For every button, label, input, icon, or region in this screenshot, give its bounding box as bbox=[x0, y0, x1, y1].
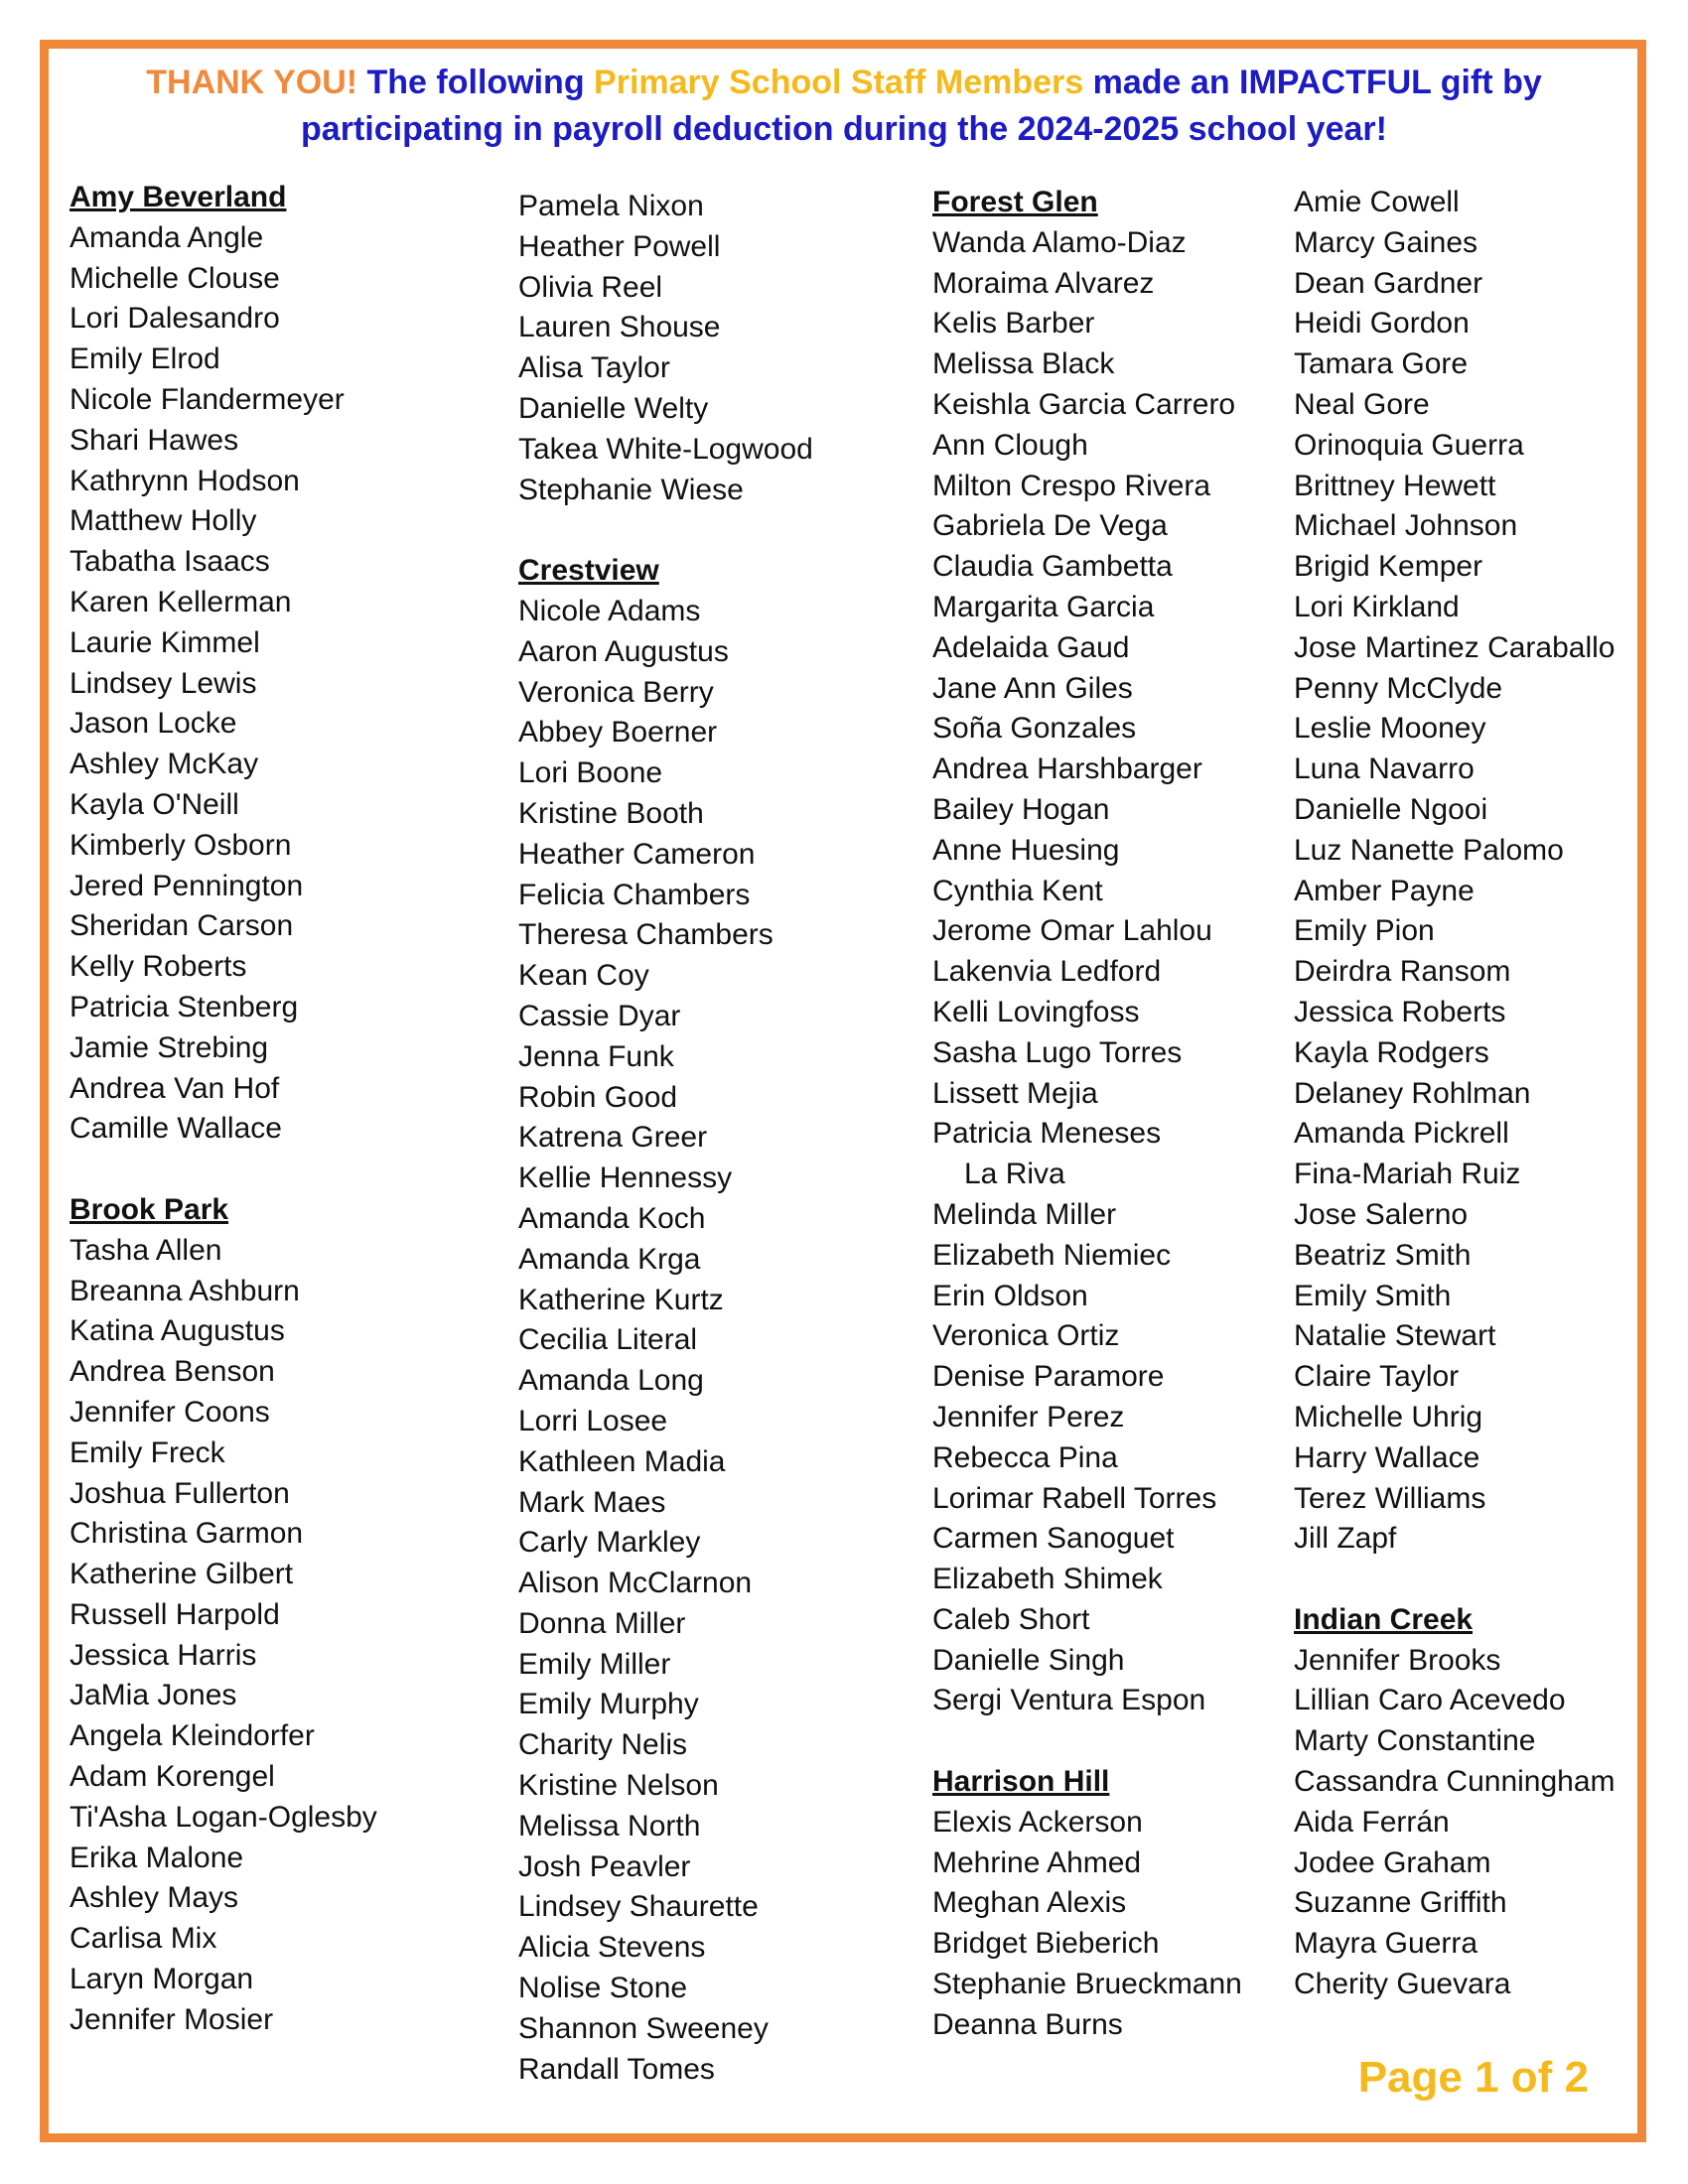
staff-name: Lakenvia Ledford bbox=[932, 955, 1162, 989]
staff-name: Mehrine Ahmed bbox=[932, 1845, 1142, 1879]
staff-name: Emily Miller bbox=[518, 1647, 671, 1681]
staff-name: Kelli Lovingfoss bbox=[932, 995, 1140, 1028]
staff-name: Russell Harpold bbox=[70, 1597, 280, 1631]
staff-name: Matthew Holly bbox=[70, 504, 257, 538]
staff-name: Gabriela De Vega bbox=[932, 509, 1168, 543]
staff-name: Kayla Rodgers bbox=[1294, 1035, 1489, 1069]
section-spacer bbox=[70, 1150, 377, 1190]
section-spacer bbox=[518, 510, 813, 551]
staff-name: Katherine Gilbert bbox=[70, 1558, 294, 1591]
header-intro: The following bbox=[357, 64, 595, 101]
staff-name: Michelle Clouse bbox=[70, 261, 280, 295]
staff-name: Carmen Sanoguet bbox=[932, 1522, 1175, 1556]
staff-name: Karen Kellerman bbox=[70, 585, 292, 618]
staff-name: La Riva bbox=[964, 1158, 1065, 1191]
staff-name: Danielle Singh bbox=[932, 1643, 1125, 1677]
staff-name: Beatriz Smith bbox=[1294, 1238, 1472, 1272]
staff-name: Olivia Reel bbox=[518, 270, 663, 304]
staff-name: Emily Elrod bbox=[70, 342, 220, 376]
staff-name: Tamara Gore bbox=[1294, 347, 1469, 381]
staff-name: Breanna Ashburn bbox=[70, 1274, 300, 1307]
staff-name: Adam Korengel bbox=[70, 1760, 275, 1794]
staff-name: Jered Pennington bbox=[70, 869, 304, 902]
staff-name: Shannon Sweeney bbox=[518, 2011, 769, 2045]
staff-name: Erin Oldson bbox=[932, 1279, 1088, 1312]
staff-name: Amanda Koch bbox=[518, 1201, 706, 1235]
staff-name: Theresa Chambers bbox=[518, 918, 774, 952]
staff-name: Takea White-Logwood bbox=[518, 432, 813, 466]
staff-name: Ashley Mays bbox=[70, 1881, 239, 1915]
staff-name: Stephanie Wiese bbox=[518, 473, 744, 506]
staff-name: Brittney Hewett bbox=[1294, 469, 1496, 502]
staff-name: Jodee Graham bbox=[1294, 1845, 1491, 1879]
staff-name: Tabatha Isaacs bbox=[70, 545, 270, 579]
staff-name: Jerome Omar Lahlou bbox=[932, 914, 1212, 948]
staff-name: Ashley McKay bbox=[70, 748, 259, 781]
staff-name: Heather Powell bbox=[518, 229, 721, 263]
staff-name: Delaney Rohlman bbox=[1294, 1076, 1531, 1110]
staff-name: Keishla Garcia Carrero bbox=[932, 387, 1236, 421]
staff-name: Kimberly Osborn bbox=[70, 828, 292, 862]
staff-name: Emily Pion bbox=[1294, 914, 1435, 948]
staff-name: Dean Gardner bbox=[1294, 266, 1483, 300]
header-message: made an IMPACTFUL gift by participating in payroll deduction during the 2024-2025 school year! bbox=[301, 64, 1542, 148]
staff-name: Lori Kirkland bbox=[1294, 590, 1460, 623]
staff-name: Erika Malone bbox=[70, 1841, 244, 1874]
staff-name: Suzanne Griffith bbox=[1294, 1886, 1507, 1920]
staff-name: Nolise Stone bbox=[518, 1972, 688, 2005]
staff-name: Margarita Garcia bbox=[932, 590, 1155, 623]
staff-name: Jamie Strebing bbox=[70, 1030, 269, 1064]
staff-name: Melissa Black bbox=[932, 347, 1115, 381]
staff-name: Lauren Shouse bbox=[518, 311, 721, 344]
staff-name: Melinda Miller bbox=[932, 1197, 1117, 1231]
staff-name: Ann Clough bbox=[932, 428, 1088, 462]
staff-name: Laryn Morgan bbox=[70, 1963, 254, 1996]
school-heading: Amy Beverland bbox=[70, 181, 287, 213]
staff-name: Patricia Stenberg bbox=[70, 990, 299, 1024]
staff-name: Nicole Adams bbox=[518, 594, 701, 627]
staff-name: Orinoquia Guerra bbox=[1294, 428, 1524, 462]
staff-name: Michelle Uhrig bbox=[1294, 1400, 1483, 1433]
staff-name: Mayra Guerra bbox=[1294, 1927, 1478, 1961]
staff-name: Meghan Alexis bbox=[932, 1886, 1127, 1920]
staff-name: Josh Peavler bbox=[518, 1849, 691, 1883]
staff-name: Kathleen Madia bbox=[518, 1444, 726, 1478]
staff-name: Katrena Greer bbox=[518, 1121, 708, 1155]
staff-name: Claudia Gambetta bbox=[932, 550, 1173, 584]
staff-name: Alison McClarnon bbox=[518, 1567, 753, 1600]
staff-name: Natalie Stewart bbox=[1294, 1319, 1496, 1353]
staff-name: Laurie Kimmel bbox=[70, 625, 260, 659]
staff-name: Elexis Ackerson bbox=[932, 1805, 1143, 1839]
staff-name: Jennifer Coons bbox=[70, 1395, 270, 1429]
staff-name: Veronica Berry bbox=[518, 675, 714, 709]
staff-name: Kean Coy bbox=[518, 959, 649, 993]
staff-name: Heather Cameron bbox=[518, 837, 756, 871]
staff-name: Leslie Mooney bbox=[1294, 712, 1486, 746]
header-staff-group: Primary School Staff Members bbox=[594, 64, 1084, 101]
staff-name: Jose Martinez Caraballo bbox=[1294, 630, 1616, 664]
section-spacer bbox=[932, 1721, 1242, 1762]
staff-name: Carlisa Mix bbox=[70, 1922, 217, 1956]
staff-name: Denise Paramore bbox=[932, 1360, 1165, 1394]
staff-name: Terez Williams bbox=[1294, 1481, 1486, 1515]
staff-name: Emily Smith bbox=[1294, 1279, 1452, 1312]
staff-name: Mark Maes bbox=[518, 1485, 666, 1519]
staff-name: Kayla O'Neill bbox=[70, 787, 239, 821]
staff-name: Andrea Van Hof bbox=[70, 1071, 280, 1105]
staff-name: Neal Gore bbox=[1294, 387, 1430, 421]
staff-name: Lissett Mejia bbox=[932, 1076, 1098, 1110]
staff-name: Melissa North bbox=[518, 1809, 701, 1843]
staff-name: Jason Locke bbox=[70, 707, 237, 741]
staff-name: Tasha Allen bbox=[70, 1233, 222, 1267]
staff-name: Adelaida Gaud bbox=[932, 630, 1130, 664]
school-heading: Forest Glen bbox=[932, 186, 1098, 218]
staff-name: Emily Murphy bbox=[518, 1688, 699, 1721]
staff-name: Kellie Hennessy bbox=[518, 1161, 733, 1195]
staff-name: Deanna Burns bbox=[932, 2007, 1123, 2041]
staff-name: Shari Hawes bbox=[70, 423, 239, 457]
staff-name: Lorimar Rabell Torres bbox=[932, 1481, 1217, 1515]
staff-name: Amie Cowell bbox=[1294, 186, 1460, 218]
staff-name: Sasha Lugo Torres bbox=[932, 1035, 1183, 1069]
staff-name: JaMia Jones bbox=[70, 1679, 237, 1712]
staff-name: Bailey Hogan bbox=[932, 792, 1110, 826]
staff-name: Elizabeth Shimek bbox=[932, 1563, 1163, 1596]
staff-name: Lindsey Lewis bbox=[70, 666, 257, 700]
staff-name: Danielle Welty bbox=[518, 391, 709, 425]
staff-name: Camille Wallace bbox=[70, 1112, 282, 1146]
staff-name: Elizabeth Niemiec bbox=[932, 1238, 1172, 1272]
staff-name: Cecilia Literal bbox=[518, 1323, 698, 1357]
staff-name: Lorri Losee bbox=[518, 1404, 668, 1437]
staff-name: Soña Gonzales bbox=[932, 712, 1137, 746]
staff-name: Lori Dalesandro bbox=[70, 302, 280, 336]
staff-name: Lillian Caro Acevedo bbox=[1294, 1684, 1566, 1717]
column-3 bbox=[932, 183, 1242, 2046]
staff-name: Joshua Fullerton bbox=[70, 1476, 290, 1510]
staff-name: Nicole Flandermeyer bbox=[70, 382, 345, 416]
staff-name: Jane Ann Giles bbox=[932, 671, 1133, 705]
staff-name: Ti'Asha Logan-Oglesby bbox=[70, 1800, 377, 1834]
staff-name: Kristine Nelson bbox=[518, 1769, 719, 1803]
staff-name: Jenna Funk bbox=[518, 1039, 674, 1073]
staff-name: Patricia Meneses bbox=[932, 1117, 1162, 1151]
staff-name: Fina-Mariah Ruiz bbox=[1294, 1158, 1521, 1191]
staff-name: Pamela Nixon bbox=[518, 190, 704, 222]
page-number: Page 1 of 2 bbox=[1357, 2053, 1589, 2102]
staff-name: Carly Markley bbox=[518, 1526, 701, 1560]
staff-name: Jennifer Mosier bbox=[70, 2002, 274, 2036]
staff-name: Marcy Gaines bbox=[1294, 225, 1478, 259]
staff-name: Felicia Chambers bbox=[518, 878, 751, 911]
staff-name: Heidi Gordon bbox=[1294, 307, 1470, 341]
staff-name: Harry Wallace bbox=[1294, 1440, 1480, 1474]
staff-name: Christina Garmon bbox=[70, 1517, 304, 1551]
staff-name: Andrea Benson bbox=[70, 1355, 275, 1389]
staff-name: Moraima Alvarez bbox=[932, 266, 1155, 300]
staff-name: Penny McClyde bbox=[1294, 671, 1503, 705]
school-heading: Harrison Hill bbox=[932, 1765, 1110, 1799]
section-spacer bbox=[1294, 1560, 1616, 1600]
staff-name: Jennifer Perez bbox=[932, 1400, 1125, 1433]
staff-name: Cherity Guevara bbox=[1294, 1968, 1511, 2001]
page-header bbox=[60, 60, 1628, 153]
school-heading: Brook Park bbox=[70, 1192, 229, 1226]
staff-name: Danielle Ngooi bbox=[1294, 792, 1488, 826]
school-heading: Indian Creek bbox=[1294, 1602, 1474, 1636]
staff-name: Andrea Harshbarger bbox=[932, 752, 1202, 786]
staff-name: Abbey Boerner bbox=[518, 716, 718, 750]
school-heading: Crestview bbox=[518, 554, 659, 588]
staff-name: Robin Good bbox=[518, 1080, 678, 1114]
header-thank-you: THANK YOU! bbox=[146, 64, 358, 101]
staff-name: Marty Constantine bbox=[1294, 1724, 1536, 1758]
staff-name: Bridget Bieberich bbox=[932, 1927, 1160, 1961]
staff-name: Sheridan Carson bbox=[70, 909, 294, 943]
staff-name: Donna Miller bbox=[518, 1606, 686, 1640]
staff-name: Lindsey Shaurette bbox=[518, 1890, 759, 1924]
staff-name: Amanda Krga bbox=[518, 1242, 701, 1276]
staff-name: Kelly Roberts bbox=[70, 950, 247, 984]
staff-name: Kathrynn Hodson bbox=[70, 464, 300, 497]
staff-name: Emily Freck bbox=[70, 1435, 225, 1469]
staff-name: Lori Boone bbox=[518, 756, 663, 790]
staff-name: Cynthia Kent bbox=[932, 874, 1103, 907]
staff-name: Katina Augustus bbox=[70, 1314, 285, 1348]
staff-name: Wanda Alamo-Diaz bbox=[932, 225, 1187, 259]
staff-name: Veronica Ortiz bbox=[932, 1319, 1120, 1353]
staff-name: Luz Nanette Palomo bbox=[1294, 833, 1564, 867]
staff-name: Claire Taylor bbox=[1294, 1360, 1460, 1394]
staff-name: Randall Tomes bbox=[518, 2052, 715, 2086]
staff-name: Caleb Short bbox=[932, 1602, 1090, 1636]
staff-name: Angela Kleindorfer bbox=[70, 1719, 315, 1753]
staff-name: Jose Salerno bbox=[1294, 1197, 1469, 1231]
staff-name: Alisa Taylor bbox=[518, 351, 670, 385]
staff-name: Amanda Long bbox=[518, 1364, 704, 1398]
staff-name: Luna Navarro bbox=[1294, 752, 1475, 786]
staff-name: Sergi Ventura Espon bbox=[932, 1684, 1206, 1717]
staff-name: Alicia Stevens bbox=[518, 1931, 706, 1965]
staff-name: Jill Zapf bbox=[1294, 1522, 1397, 1556]
staff-name: Kristine Booth bbox=[518, 796, 704, 830]
staff-name: Deirdra Ransom bbox=[1294, 955, 1511, 989]
staff-name: Cassandra Cunningham bbox=[1294, 1765, 1616, 1799]
staff-name: Stephanie Brueckmann bbox=[932, 1968, 1242, 2001]
staff-name: Cassie Dyar bbox=[518, 999, 681, 1032]
column-1 bbox=[70, 178, 377, 2041]
staff-name: Amanda Pickrell bbox=[1294, 1117, 1509, 1151]
column-4 bbox=[1294, 183, 1616, 2005]
staff-name: Kelis Barber bbox=[932, 307, 1095, 341]
staff-name: Michael Johnson bbox=[1294, 509, 1518, 543]
staff-name: Jessica Harris bbox=[70, 1638, 257, 1672]
staff-name: Jessica Roberts bbox=[1294, 995, 1506, 1028]
staff-name: Amber Payne bbox=[1294, 874, 1475, 907]
staff-name: Charity Nelis bbox=[518, 1728, 688, 1762]
staff-name: Rebecca Pina bbox=[932, 1440, 1118, 1474]
staff-name: Jennifer Brooks bbox=[1294, 1643, 1501, 1677]
staff-name: Aaron Augustus bbox=[518, 634, 729, 668]
staff-name: Brigid Kemper bbox=[1294, 550, 1483, 584]
staff-name: Katherine Kurtz bbox=[518, 1283, 724, 1316]
staff-name: Anne Huesing bbox=[932, 833, 1120, 867]
column-2 bbox=[518, 187, 813, 2090]
staff-name: Amanda Angle bbox=[70, 220, 264, 254]
staff-name: Aida Ferrán bbox=[1294, 1805, 1450, 1839]
staff-name: Milton Crespo Rivera bbox=[932, 469, 1211, 502]
